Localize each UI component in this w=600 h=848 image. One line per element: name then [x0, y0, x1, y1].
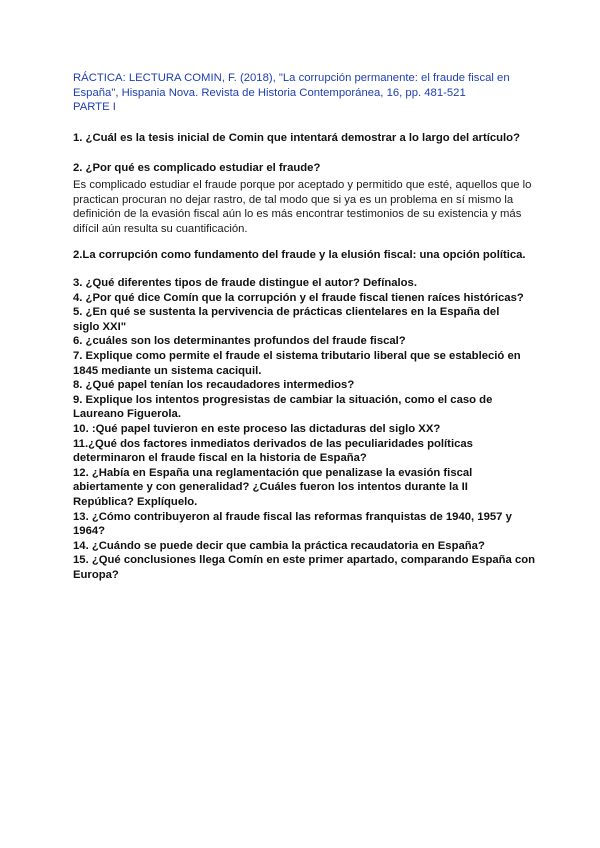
question-line: 5. ¿En qué se sustenta la pervivencia de prácticas clientelares en la España del	[73, 306, 500, 319]
question-line: Europa?	[73, 568, 119, 581]
section-heading-2: 2.La corrupción como fundamento del fraude y la elusión fiscal: una opción política.	[73, 249, 526, 261]
question-line: 14. ¿Cuándo se puede decir que cambia la práctica recaudatoria en España?	[73, 539, 485, 552]
question-line: 13. ¿Cómo contribuyeron al fraude fiscal las reformas franquistas de 1940, 1957 y	[73, 510, 512, 523]
answer-line: definición de la evasión fiscal aún lo es más encontrar testimonios de su existencia y más	[73, 208, 522, 221]
answer-line: practican procuran no dejar rastro, de tal modo que si ya es un problema en sí mismo la	[73, 193, 514, 206]
question-line: 3. ¿Qué diferentes tipos de fraude distingue el autor? Defínalos.	[73, 277, 417, 289]
question-line: 8. ¿Qué papel tenían los recaudadores intermedios?	[73, 379, 355, 392]
question-line: 10. :Qué papel tuvieron en este proceso las dictaduras del siglo XX?	[73, 422, 441, 435]
answer-2	[73, 178, 543, 236]
header-line-2: España", Hispania Nova. Revista de Historia Contemporánea, 16, pp. 481-521	[73, 86, 466, 99]
header-line-3: PARTE I	[73, 101, 116, 114]
question-2: 2. ¿Por qué es complicado estudiar el fraude?	[73, 162, 321, 174]
header-line-1: RÁCTICA: LECTURA COMIN, F. (2018), "La corrupción permanente: el fraude fiscal en	[73, 72, 510, 84]
question-line: 7. Explique como permite el fraude el sistema tributario liberal que se estableció en	[73, 349, 521, 362]
question-1: 1. ¿Cuál es la tesis inicial de Comin que intentará demostrar a lo largo del artículo?	[73, 132, 520, 144]
question-line: República? Explíquelo.	[73, 495, 198, 508]
question-line: 12. ¿Había en España una reglamentación que penalizase la evasión fiscal	[73, 466, 473, 479]
question-line: 15. ¿Qué conclusiones llega Comín en este primer apartado, comparando España con	[73, 554, 536, 567]
question-line: siglo XXI"	[73, 320, 127, 333]
question-line: 1845 mediante un sistema caciquil.	[73, 364, 262, 377]
question-line: determinaron el fraude fiscal en la historia de España?	[73, 452, 367, 465]
document-header	[73, 71, 533, 115]
question-line: abiertamente y con generalidad? ¿Cuáles fueron los intentos durante la II	[73, 481, 468, 494]
answer-line: Es complicado estudiar el fraude porque por aceptado y permitido que esté, aquellos que lo	[73, 179, 532, 191]
question-line: Laureano Figuerola.	[73, 408, 181, 421]
question-line: 9. Explique los intentos progresistas de cambiar la situación, como el caso de	[73, 393, 493, 406]
question-list	[73, 276, 543, 582]
question-line: 1964?	[73, 525, 106, 538]
question-line: 11.¿Qué dos factores inmediatos derivados de las peculiaridades políticas	[73, 437, 473, 450]
question-line: 6. ¿cuáles son los determinantes profundos del fraude fiscal?	[73, 335, 406, 348]
question-line: 4. ¿Por qué dice Comín que la corrupción y el fraude fiscal tienen raíces históricas?	[73, 291, 524, 304]
answer-line: difícil aún resulta su cuantificación.	[73, 222, 248, 235]
